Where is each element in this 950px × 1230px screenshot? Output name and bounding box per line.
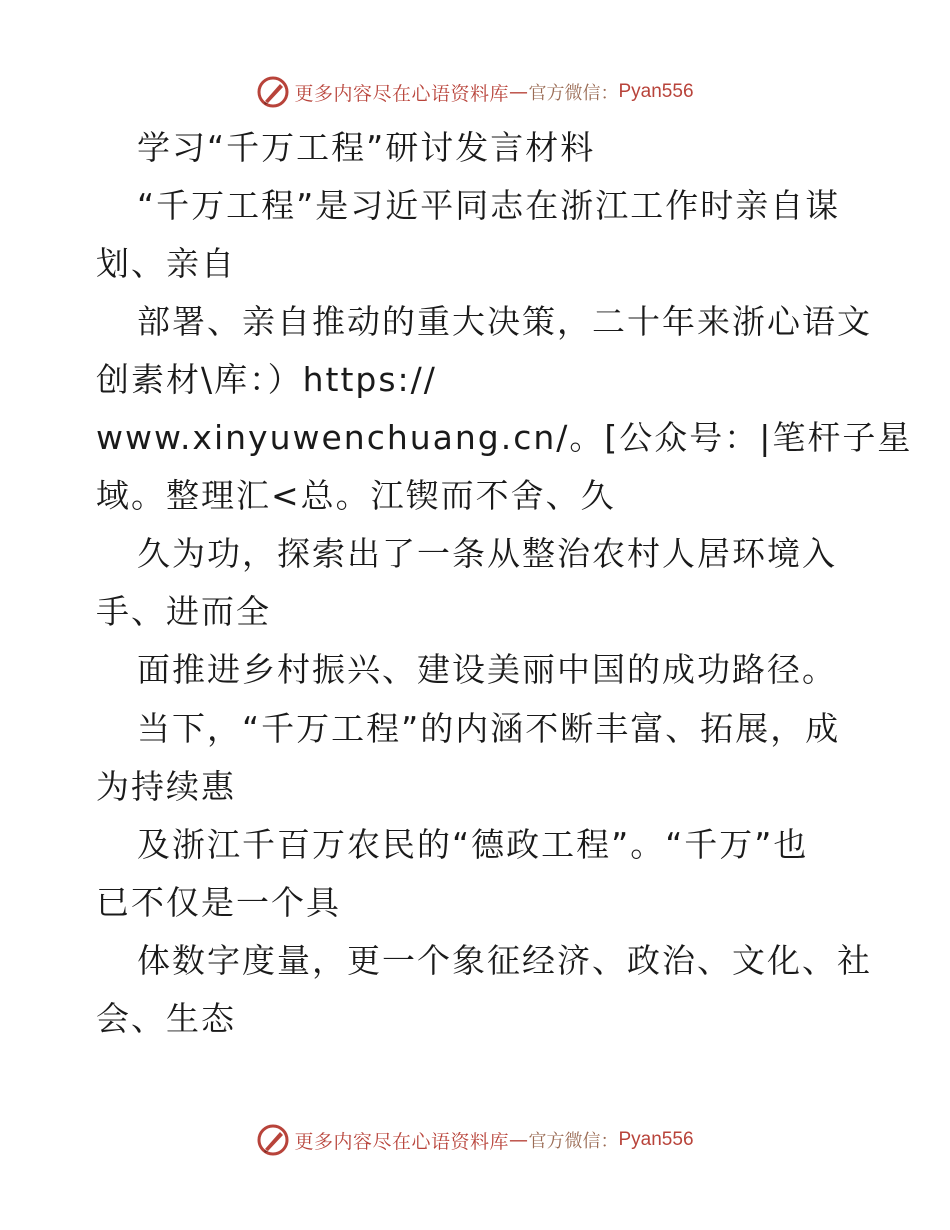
text-line: 创素材\库：）https:// [96, 360, 437, 399]
text-line: 体数字度量，更一个象征经济、政治、文化、社 [137, 941, 872, 980]
banner-wechat-id: Pyan556 [618, 1129, 694, 1150]
text-line: 域。整理汇<总。江锲而不舍、久 [96, 476, 616, 515]
text-line: 久为功，探索出了一条从整治农村人居环境入 [137, 534, 837, 573]
text-line: 已不仅是一个具 [96, 883, 341, 922]
banner-wechat-label: 官方微信： [528, 83, 619, 104]
header-banner [0, 72, 950, 112]
banner-main-text: 更多内容尽在心语资料库 [294, 1130, 509, 1153]
banner-main-text: 更多内容尽在心语资料库 [294, 82, 509, 105]
text-line: 面推进乡村振兴、建设美丽中国的成功路径。 [137, 650, 837, 689]
banner-wechat-id: Pyan556 [618, 81, 694, 102]
quill-logo-icon [256, 1123, 290, 1157]
document-title: 学习“千万工程”研讨发言材料 [137, 128, 596, 167]
text-line: 为持续惠 [96, 767, 236, 806]
text-line: 及浙江千百万农民的“德政工程”。“千万”也 [137, 825, 809, 864]
text-line: www.xinyuwenchuang.cn/。[公众号：|笔杆子星 [96, 418, 913, 457]
text-line: 会、生态 [96, 999, 236, 1038]
text-line: 当下，“千万工程”的内涵不断丰富、拓展，成 [137, 709, 841, 748]
text-line: “千万工程”是习近平同志在浙江工作时亲自谋 [137, 186, 841, 225]
text-line: 部署、亲自推动的重大决策，二十年来浙心语文 [137, 302, 872, 341]
text-line: 划、亲自 [96, 244, 236, 283]
banner-wechat-label: 官方微信： [528, 1131, 619, 1152]
quill-logo-icon [256, 75, 290, 109]
banner-separator: — [509, 81, 529, 103]
text-line: 手、进而全 [96, 592, 271, 631]
footer-banner [0, 1120, 950, 1160]
banner-separator: — [509, 1129, 529, 1151]
